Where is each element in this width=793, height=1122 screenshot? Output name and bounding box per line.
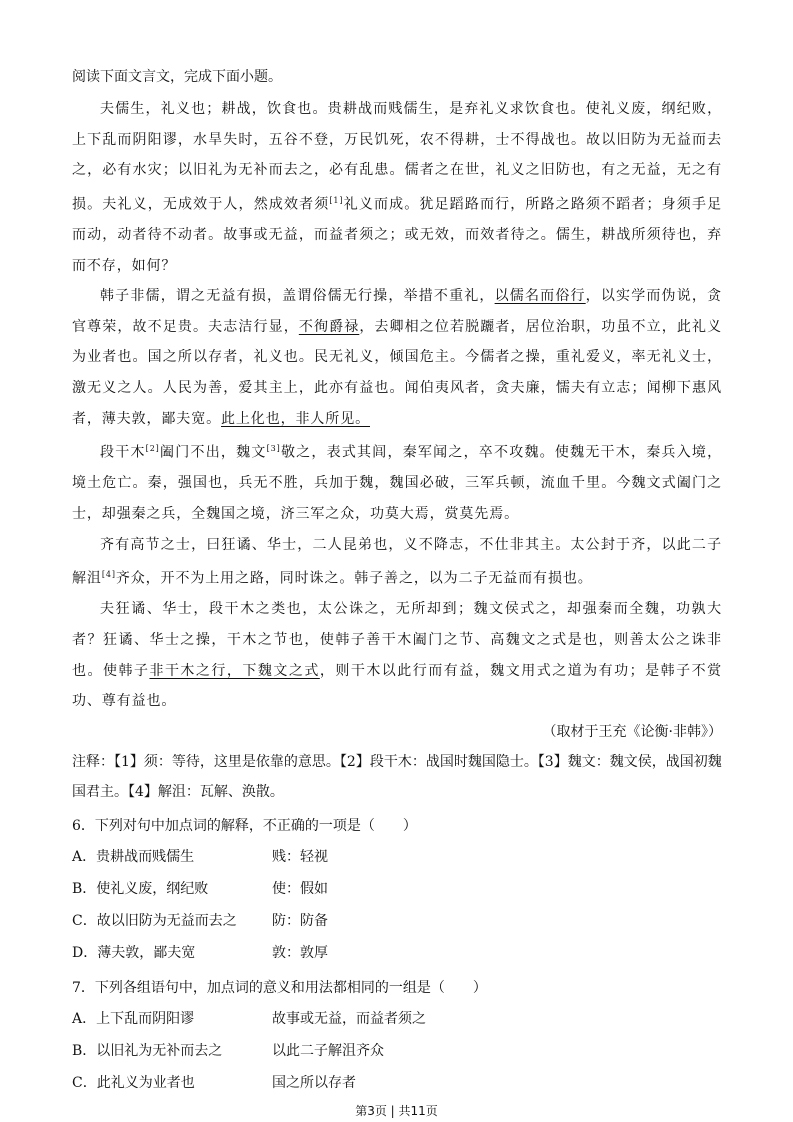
- q6-option-b-label: B．使礼义废，纲纪败: [72, 880, 209, 897]
- document-body: [72, 62, 722, 1099]
- q7-option-b-label: B．以旧礼为无补而去之: [72, 1042, 223, 1059]
- q7-option-b[interactable]: [72, 1035, 722, 1067]
- q6-option-d-gloss: 敦：敦厚: [272, 944, 328, 961]
- p3-text-b: 阖门不出，魏文: [159, 444, 267, 461]
- q6-option-b[interactable]: [72, 873, 722, 905]
- p4-text-b: 齐众，开不为上用之路，同时诛之。韩子善之，以为二子无益而有损也。: [115, 570, 593, 587]
- q7-option-c[interactable]: [72, 1067, 722, 1099]
- note-ref-3: [3]: [266, 444, 281, 454]
- passage-paragraph-3: [72, 434, 722, 529]
- p2-text-c: ，去卿相之位若脱躧者，居位治职，功虽不立，此礼义为业者也。国之所以存者，礼义也。民无礼义，倾国危主。今儒者之操，重礼爱义，率无礼义士，激无义之人。人民为善，爱其主上，此亦有益也。闻伯夷风者，贪夫廉，懦夫有立志；闻柳下惠风者，薄夫敦，鄙夫宽。: [72, 318, 722, 427]
- p2-text-b: ，以实学而伪说，贪官尊荣，故不足贵。夫志洁行显，: [72, 288, 722, 335]
- note-ref-4: [4]: [101, 570, 116, 580]
- passage-paragraph-4: [72, 530, 722, 595]
- q6-option-c-label: C．故以旧防为无益而去之: [72, 912, 237, 929]
- underlined-phrase-1: 以儒名而俗行: [494, 288, 586, 305]
- p4-text-a: 齐有高节之士，曰狂谲、华士，二人昆弟也，义不降志，不仕非其主。太公封于齐，以此二子解沮: [72, 536, 722, 587]
- p5-text-b: ，则干木以此行而有益，魏文用式之道为有功；是韩子不赏功、尊有益也。: [72, 662, 722, 710]
- note-ref-2: [2]: [145, 444, 160, 454]
- reading-instruction: 阅读下面文言文，完成下面小题。: [72, 69, 282, 85]
- question-7-stem: 7．下列各组语句中，加点词的意义和用法都相同的一组是（ ）: [72, 979, 487, 996]
- question-6-stem: 6．下列对句中加点词的解释，不正确的一项是（ ）: [72, 817, 417, 834]
- q6-option-c-gloss: 防：防备: [272, 912, 328, 929]
- underlined-phrase-2: 不徇爵禄: [298, 318, 360, 335]
- passage-paragraph-1: [72, 94, 722, 281]
- q7-option-b-pair: 以此二子解沮齐众: [272, 1042, 384, 1059]
- q7-option-a-label: A．上下乱而阴阳谬: [72, 1010, 195, 1027]
- page-footer: 第3页 | 共11页: [355, 1104, 438, 1118]
- q6-option-a-gloss: 贱：轻视: [272, 848, 328, 865]
- note-ref-1: [1]: [329, 195, 344, 205]
- q7-option-c-pair: 国之所以存者: [272, 1074, 356, 1091]
- underlined-phrase-4: 非干木之行，下魏文之式: [149, 662, 320, 679]
- p2-text-a: 韩子非儒，谓之无益有损，盖谓俗儒无行操，举措不重礼，: [100, 288, 495, 305]
- passage-paragraph-5: [72, 594, 722, 716]
- p1-text: 夫儒生，礼义也；耕战，饮食也。贵耕战而贱儒生，是弃礼义求饮食也。使礼义废，纲纪败，上下乱而阴阳谬，水旱失时，五谷不登，万民饥死，农不得耕，士不得战也。故以旧防为无益而去之，必有水灾；以旧礼为无补而去之，必有乱患。儒者之在世，礼义之旧防也，有之无益，无之有损。夫礼义，无成效于人，然成效者须: [72, 101, 722, 213]
- q6-option-c[interactable]: [72, 905, 722, 937]
- q6-option-a-label: A．贵耕战而贱儒生: [72, 848, 195, 865]
- passage-paragraph-2: [72, 281, 722, 434]
- p5-text-a: 夫狂谲、华士，段干木之类也，太公诛之，无所却到；魏文侯式之，却强秦而全魏，功孰大者？狂谲、华士之操，干木之节也，使韩子善干木阖门之节、高魏文之式是也，则善太公之诛非也。使韩子: [72, 601, 722, 679]
- source-citation: （取材于王充《论衡·非韩》）: [542, 723, 722, 740]
- q6-option-d[interactable]: [72, 937, 722, 969]
- q7-option-a-pair: 故事或无益，而益者须之: [272, 1010, 426, 1027]
- q6-option-b-gloss: 使：假如: [272, 880, 328, 897]
- annotations: 注释：【1】须：等待，这里是依靠的意思。【2】段干木：战国时魏国隐士。【3】魏文：魏文侯，战国初魏国君主。【4】解沮：瓦解、涣散。: [72, 753, 722, 800]
- q7-option-a[interactable]: [72, 1003, 722, 1035]
- underlined-phrase-3: 此上化也，非人所见。: [221, 410, 370, 427]
- p3-text-c: 敬之，表式其闾，秦军闻之，卒不攻魏。使魏无干木，秦兵入境，境土危亡。秦，强国也，兵无不胜，兵加于魏，魏国必破，三军兵顿，流血千里。今魏文式阖门之士，却强秦之兵，全魏国之境，济三军之众，功莫大焉，赏莫先焉。: [72, 444, 722, 523]
- p3-text-a: 段干木: [100, 444, 146, 461]
- q6-option-d-label: D．薄夫敦，鄙夫宽: [72, 944, 196, 961]
- q7-option-c-label: C．此礼义为业者也: [72, 1074, 195, 1091]
- q6-option-a[interactable]: [72, 841, 722, 873]
- p1-tail: 礼义而成。犹足蹈路而行，所路之路须不蹈者；身须手足而动，动者待不动者。故事或无益，而益者须之；或无效，而效者待之。儒生，耕战所须待也，弃而不存，如何？: [72, 196, 722, 274]
